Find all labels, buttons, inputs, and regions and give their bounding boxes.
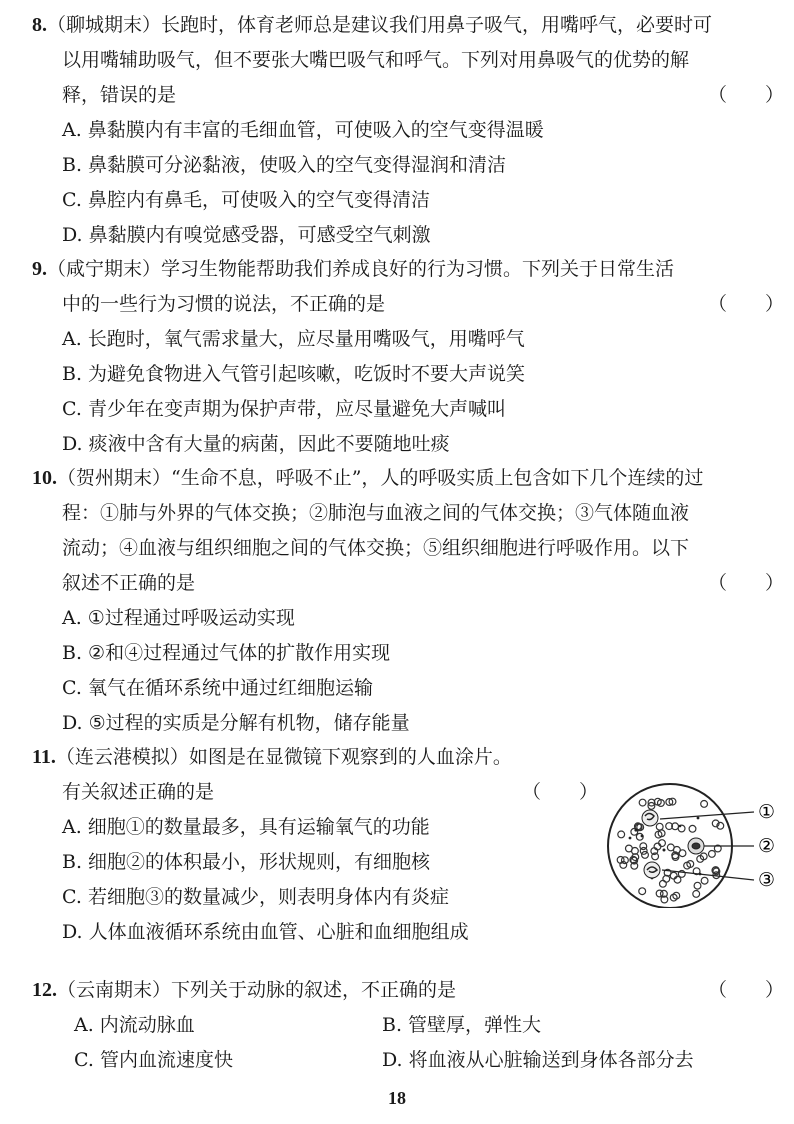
question-stem-line: （贺州期末）“生命不息，呼吸不止”，人的呼吸实质上包含如下几个连续的过 [57,467,704,489]
blood-smear-figure [600,778,794,908]
white-blood-cell-2 [688,838,704,854]
answer-blank[interactable]: （ ） [708,572,785,594]
question-number: 10. [32,467,57,489]
option-c: C. 鼻腔内有鼻毛，可使吸入的空气变得清洁 [62,189,430,211]
option-b: B. 鼻黏膜可分泌黏液，使吸入的空气变得湿润和清洁 [62,154,507,176]
question-number: 11. [32,746,56,768]
question-stem-line: （咸宁期末）学习生物能帮助我们养成良好的行为习惯。下列关于日常生活 [47,258,675,280]
question-stem-line: 中的一些行为习惯的说法，不正确的是 [62,293,386,315]
option-b: B. ②和④过程通过气体的扩散作用实现 [62,642,391,664]
option-d: D. 将血液从心脏输送到身体各部分去 [382,1049,694,1071]
option-d: D. 鼻黏膜内有嗅觉感受器，可感受空气刺激 [62,224,431,246]
figure-label-1: ① [758,801,776,823]
figure-label-3: ③ [758,869,776,891]
option-c: C. 若细胞③的数量减少，则表明身体内有炎症 [62,886,449,908]
white-blood-cell-1 [642,810,658,826]
option-a: A. ①过程通过呼吸运动实现 [62,607,295,629]
question-stem-line: 叙述不正确的是 [62,572,196,594]
option-d: D. ⑤过程的实质是分解有机物，储存能量 [62,712,410,734]
question-stem-line: （聊城期末）长跑时，体育老师总是建议我们用鼻子吸气，用嘴呼气，必要时可 [47,14,713,36]
question-stem-line: （云南期末）下列关于动脉的叙述，不正确的是 [57,979,457,1001]
answer-blank[interactable]: （ ） [522,781,599,803]
option-d: D. 人体血液循环系统由血管、心脏和血细胞组成 [62,921,469,943]
question-stem-line: 释，错误的是 [62,84,177,106]
figure-label-2: ② [758,835,776,857]
option-a: A. 鼻黏膜内有丰富的毛细血管，可使吸入的空气变得温暖 [62,119,544,141]
white-blood-cell-3 [644,862,660,878]
answer-blank[interactable]: （ ） [708,84,785,106]
question-stem-line: 流动；④血液与组织细胞之间的气体交换；⑤组织细胞进行呼吸作用。以下 [62,537,690,559]
option-b: B. 细胞②的体积最小，形状规则，有细胞核 [62,851,431,873]
option-c: C. 管内血流速度快 [74,1049,233,1071]
page-number: 18 [388,1088,406,1108]
option-d: D. 痰液中含有大量的病菌，因此不要随地吐痰 [62,433,450,455]
option-c: C. 青少年在变声期为保护声带，应尽量避免大声喊叫 [62,398,506,420]
question-number: 8. [32,14,47,36]
option-a: A. 细胞①的数量最多，具有运输氧气的功能 [62,816,430,838]
option-b: B. 为避免食物进入气管引起咳嗽，吃饭时不要大声说笑 [62,363,526,385]
option-b: B. 管壁厚，弹性大 [382,1014,542,1036]
question-stem-line: 有关叙述正确的是 [62,781,215,803]
option-c: C. 氧气在循环系统中通过红细胞运输 [62,677,373,699]
option-a: A. 长跑时，氧气需求量大，应尽量用嘴吸气，用嘴呼气 [62,328,525,350]
answer-blank[interactable]: （ ） [708,979,785,1001]
question-stem-line: 以用嘴辅助吸气，但不要张大嘴巴吸气和呼气。下列对用鼻吸气的优势的解 [62,49,690,71]
option-a: A. 内流动脉血 [74,1014,195,1036]
question-stem-line: （连云港模拟）如图是在显微镜下观察到的人血涂片。 [55,746,512,768]
question-number: 12. [32,979,57,1001]
question-stem-line: 程：①肺与外界的气体交换；②肺泡与血液之间的气体交换；③气体随血液 [62,502,690,524]
question-number: 9. [32,258,47,280]
answer-blank[interactable]: （ ） [708,293,785,315]
